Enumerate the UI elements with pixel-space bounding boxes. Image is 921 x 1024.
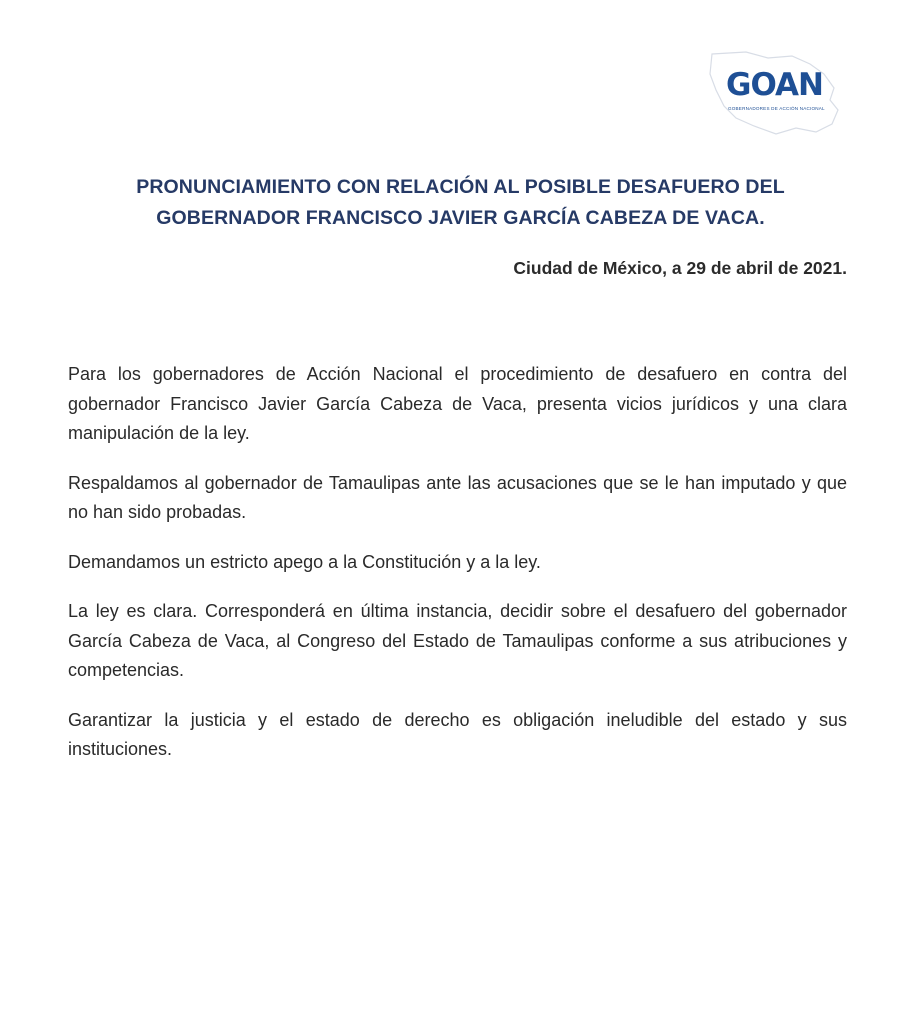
- logo-subtitle: GOBERNADORES DE ACCIÓN NACIONAL: [728, 106, 825, 111]
- document-date: Ciudad de México, a 29 de abril de 2021.: [513, 258, 847, 278]
- paragraph: Respaldamos al gobernador de Tamaulipas ante las acusaciones que se le han imputado y que no han sido probadas.: [68, 472, 847, 522]
- document-title: [60, 172, 861, 234]
- logo-wordmark: GOAN: [726, 67, 823, 103]
- paragraph: Garantizar la justicia y el estado de derecho es obligación ineludible del estado y sus instituciones.: [68, 709, 847, 759]
- paragraph: Demandamos un estricto apego a la Constitución y a la ley.: [68, 551, 541, 572]
- paragraph: Para los gobernadores de Acción Nacional el procedimiento de desafuero en contra del gobernador Francisco Javier García Cabeza de Vaca, presenta vicios jurídicos y una clara manipulación de la ley.: [68, 364, 847, 443]
- paragraph: La ley es clara. Corresponderá en última instancia, decidir sobre el desafuero del gobernador García Cabeza de Vaca, al Congreso del Estado de Tamaulipas conforme a sus atribuciones y competencias.: [68, 601, 847, 680]
- title-line-1: PRONUNCIAMIENTO CON RELACIÓN AL POSIBLE DESAFUERO DEL: [136, 176, 785, 198]
- document-body: [68, 360, 847, 785]
- goan-logo: [706, 48, 846, 138]
- title-line-2: GOBERNADOR FRANCISCO JAVIER GARCÍA CABEZA DE VACA.: [156, 207, 765, 229]
